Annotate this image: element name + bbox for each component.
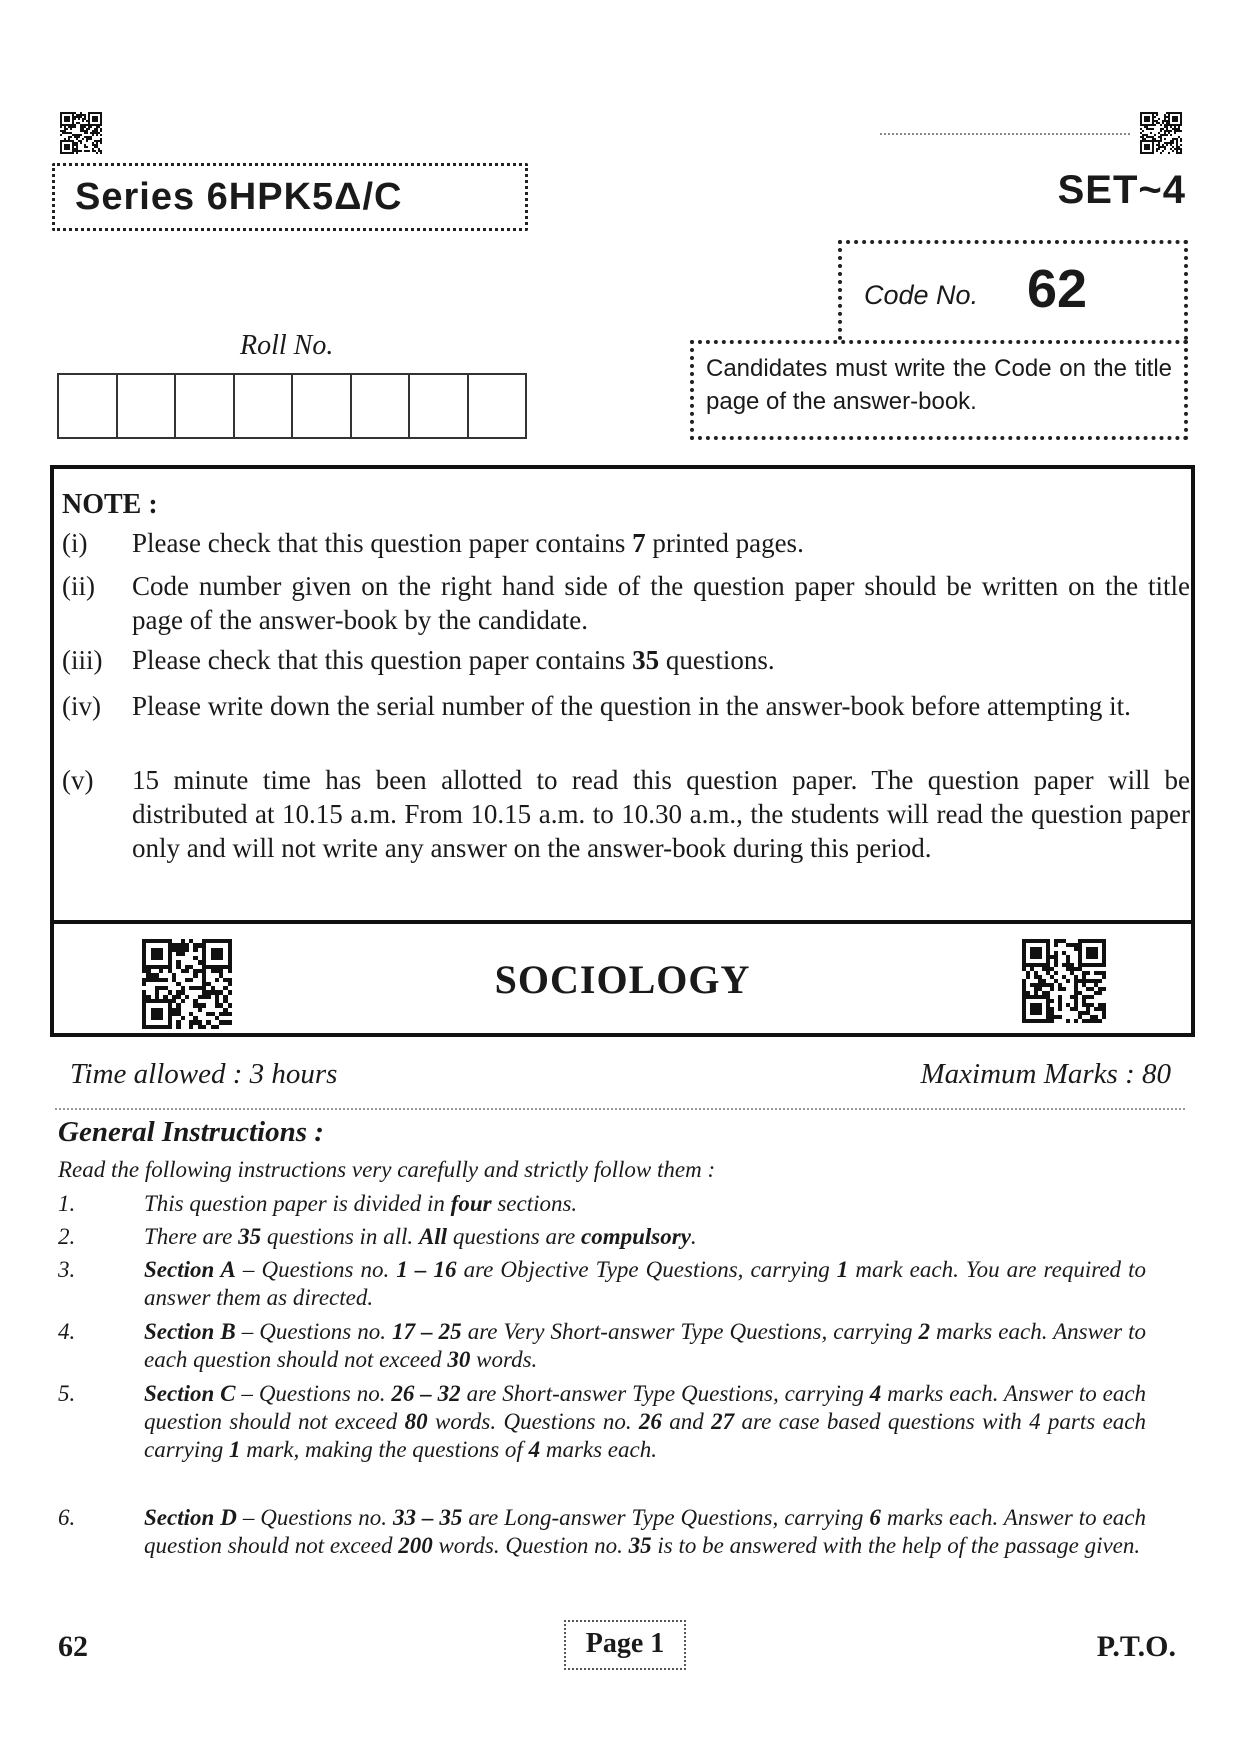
note-item-text: Please check that this question paper contains 7 printed pages. <box>132 528 804 558</box>
note-item-text: Code number given on the right hand side of the question paper should be written on the title page of the answer-book by the candidate. <box>132 571 1190 635</box>
roll-digit-box[interactable] <box>59 375 118 437</box>
time-allowed: Time allowed : 3 hours <box>70 1058 338 1090</box>
instruction-item <box>58 1256 1146 1312</box>
footer-code: 62 <box>58 1630 88 1663</box>
qr-code-icon <box>1140 112 1182 154</box>
series-box <box>52 163 528 231</box>
instruction-item <box>58 1190 1146 1218</box>
note-item-number: (v) <box>62 765 94 795</box>
instruction-text: Section A – Questions no. 1 – 16 are Objective Type Questions, carrying 1 mark each. You are required to answer them as directed. <box>144 1257 1146 1310</box>
section-divider <box>55 1108 1185 1110</box>
instruction-text: Section B – Questions no. 17 – 25 are Very Short-answer Type Questions, carrying 2 marks each. Answer to each question should not exceed 30 words. <box>144 1319 1147 1372</box>
roll-digit-box[interactable] <box>469 375 526 437</box>
roll-digit-box[interactable] <box>410 375 469 437</box>
roll-digit-box[interactable] <box>118 375 177 437</box>
note-item <box>62 689 1190 723</box>
instruction-item <box>58 1318 1146 1374</box>
note-item-number: (iii) <box>62 645 103 675</box>
roll-number-boxes[interactable] <box>57 373 527 439</box>
note-title: NOTE : <box>62 489 158 520</box>
roll-digit-box[interactable] <box>293 375 352 437</box>
qr-code-icon <box>1022 939 1106 1023</box>
instruction-number: 4. <box>58 1319 76 1344</box>
page-number: Page 1 <box>564 1620 686 1670</box>
note-item <box>62 526 1190 560</box>
instruction-text: This question paper is divided in four sections. <box>144 1191 578 1216</box>
top-dotted-rule <box>880 133 1130 135</box>
instruction-text: There are 35 questions in all. All questions are compulsory. <box>144 1224 697 1249</box>
series-label: Series 6HPK5Δ/C <box>75 176 403 218</box>
instruction-text: Section C – Questions no. 26 – 32 are Short-answer Type Questions, carrying 4 marks each. Answer to each question should not exceed 80 words. Questions no. 26 and 27 are case based questions with 4 parts each carrying 1 mark, making the questions of 4 marks each. <box>144 1381 1147 1462</box>
instruction-item <box>58 1504 1146 1560</box>
instruction-number: 5. <box>58 1381 76 1406</box>
instruction-item <box>58 1223 1146 1251</box>
code-box <box>838 240 1188 340</box>
roll-digit-box[interactable] <box>352 375 411 437</box>
note-item-text: Please write down the serial number of the question in the answer-book before attempting it. <box>132 691 1131 721</box>
instruction-text: Section D – Questions no. 33 – 35 are Long-answer Type Questions, carrying 6 marks each. Answer to each question should not exceed 200 words. Question no. 35 is to be answered with the help of the passage given. <box>144 1505 1147 1558</box>
instruction-number: 2. <box>58 1224 76 1249</box>
note-section <box>54 469 1191 924</box>
code-label: Code No. <box>864 280 979 310</box>
note-box <box>50 465 1195 1037</box>
note-item <box>62 643 1190 677</box>
note-item <box>62 569 1190 637</box>
roll-digit-box[interactable] <box>235 375 294 437</box>
pto-label: P.T.O. <box>1096 1630 1176 1663</box>
set-label: SET~4 <box>1057 168 1186 212</box>
note-item <box>62 763 1190 865</box>
note-item-number: (ii) <box>62 571 95 601</box>
note-item-text: Please check that this question paper contains 35 questions. <box>132 645 775 675</box>
candidate-note: Candidates must write the Code on the title page of the answer-book. <box>690 340 1188 440</box>
instruction-number: 3. <box>58 1257 76 1282</box>
general-instructions-lead: Read the following instructions very carefully and strictly follow them : <box>58 1157 716 1182</box>
instruction-number: 1. <box>58 1191 76 1216</box>
code-number: 62 <box>1027 259 1088 319</box>
note-item-text: 15 minute time has been allotted to read this question paper. The question paper will be distributed at 10.15 a.m. From 10.15 a.m. to 10.30 a.m., the students will read the question paper only and will not write any answer on the answer-book during this period. <box>132 765 1190 863</box>
instruction-item <box>58 1380 1146 1464</box>
note-item-number: (i) <box>62 528 88 558</box>
subject-title: SOCIOLOGY <box>494 957 751 1002</box>
general-instructions-title: General Instructions : <box>58 1116 324 1148</box>
note-item-number: (iv) <box>62 691 101 721</box>
instruction-number: 6. <box>58 1505 76 1530</box>
maximum-marks: Maximum Marks : 80 <box>920 1058 1171 1090</box>
roll-label: Roll No. <box>240 330 334 361</box>
roll-digit-box[interactable] <box>176 375 235 437</box>
qr-code-icon <box>60 112 102 154</box>
